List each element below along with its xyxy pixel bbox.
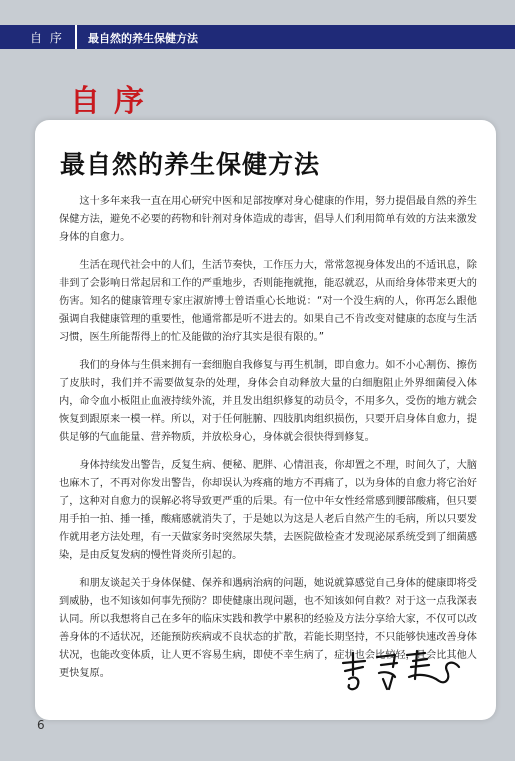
header-title: 最自然的养生保健方法 [88,32,198,45]
handwritten-signature [335,645,465,695]
paragraph-4: 身体持续发出警告，反复生病、便秘、肥胖、心情沮丧，你却置之不理，时间久了，大脑也麻木了，不再对你发出警告，你却误认为疼痛的地方不再痛了，以为身体的自愈力将它治好了，这种对自愈力的误解必将导致更严重的后果。有一位中年女性经常感到腰部酸痛，但只要用手拍一拍、捶一捶，酸痛感就消失了，于是她以为这是人老后自然产生的毛病，所以只要发作就用老方法处理，有一天做家务时突然尿失禁，去医院做检查才发现泌尿系统受到了细菌感染，是由反复发病的慢性肾炎所引起的。 [59,460,477,561]
page-number: 6 [37,718,45,732]
paragraph-3: 我们的身体与生俱来拥有一套细胞自我修复与再生机制，即自愈力。如不小心割伤、擦伤了皮肤时，我们并不需要做复杂的处理，身体会自动释放大量的白细胞阻止外界细菌侵入体内，命令血小板阻止血液持续外流，并且发出组织修复的动员令，不用多久，受伤的地方就会恢复到跟原来一模一样。所以，对于任何脏腑、四肢肌肉组织损伤，只要开启身体自愈力，提供足够的气血能量、营养物质，并放松身心，身体就会很快得到修复。 [59,360,477,443]
paragraph-2: 生活在现代社会中的人们，生活节奏快，工作压力大，常常忽视身体发出的不适讯息，除非到了会影响日常起居和工作的严重地步，否则能拖就拖，能忍就忍，从而给身体带来更大的伤害。知名的健康管理专家庄淑旂博士曾语重心长地说：“对一个没生病的人，你再怎么跟他强调自我健康管理的重要性，他通常都是听不进去的。如果自己不肯改变对健康的态度与生活习惯，医生所能帮得上的忙及能做的治疗其实是很有限的。” [59,260,477,343]
article-title: 最自然的养生保健方法 [60,150,321,179]
paragraph-1: 这十多年来我一直在用心研究中医和足部按摩对身心健康的作用，努力提倡最自然的养生保健方法，避免不必要的药物和针剂对身体造成的毒害，倡导人们利用简单有效的方法来激发身体的自愈力。 [59,196,477,243]
paragraph-5: 和朋友谈起关于身体保健、保养和遇病治病的问题，她说就算感觉自己身体的健康即将受到威胁，也不知该如何事先预防？即使健康出现问题，也不知该如何自救？对于这一点我深表认同。所以我想将自己在多年的临床实践和教学中累积的经验及方法分享给大家，不仅可以改善身体的不适状况，还能预防疾病或不良状态的扩散，若能长期坚持，不只能够快速改善身体状况，也能改变体质，让人更不容易生病，即使不幸生病了，症状也会比较轻，且会比其他人更快复原。 [59,578,477,679]
article-body [59,193,477,693]
chapter-title: 自序 [70,84,158,119]
content-card [35,120,496,720]
header-divider [75,25,77,49]
header-section-label: 自 序 [30,31,64,45]
running-header [0,25,515,49]
